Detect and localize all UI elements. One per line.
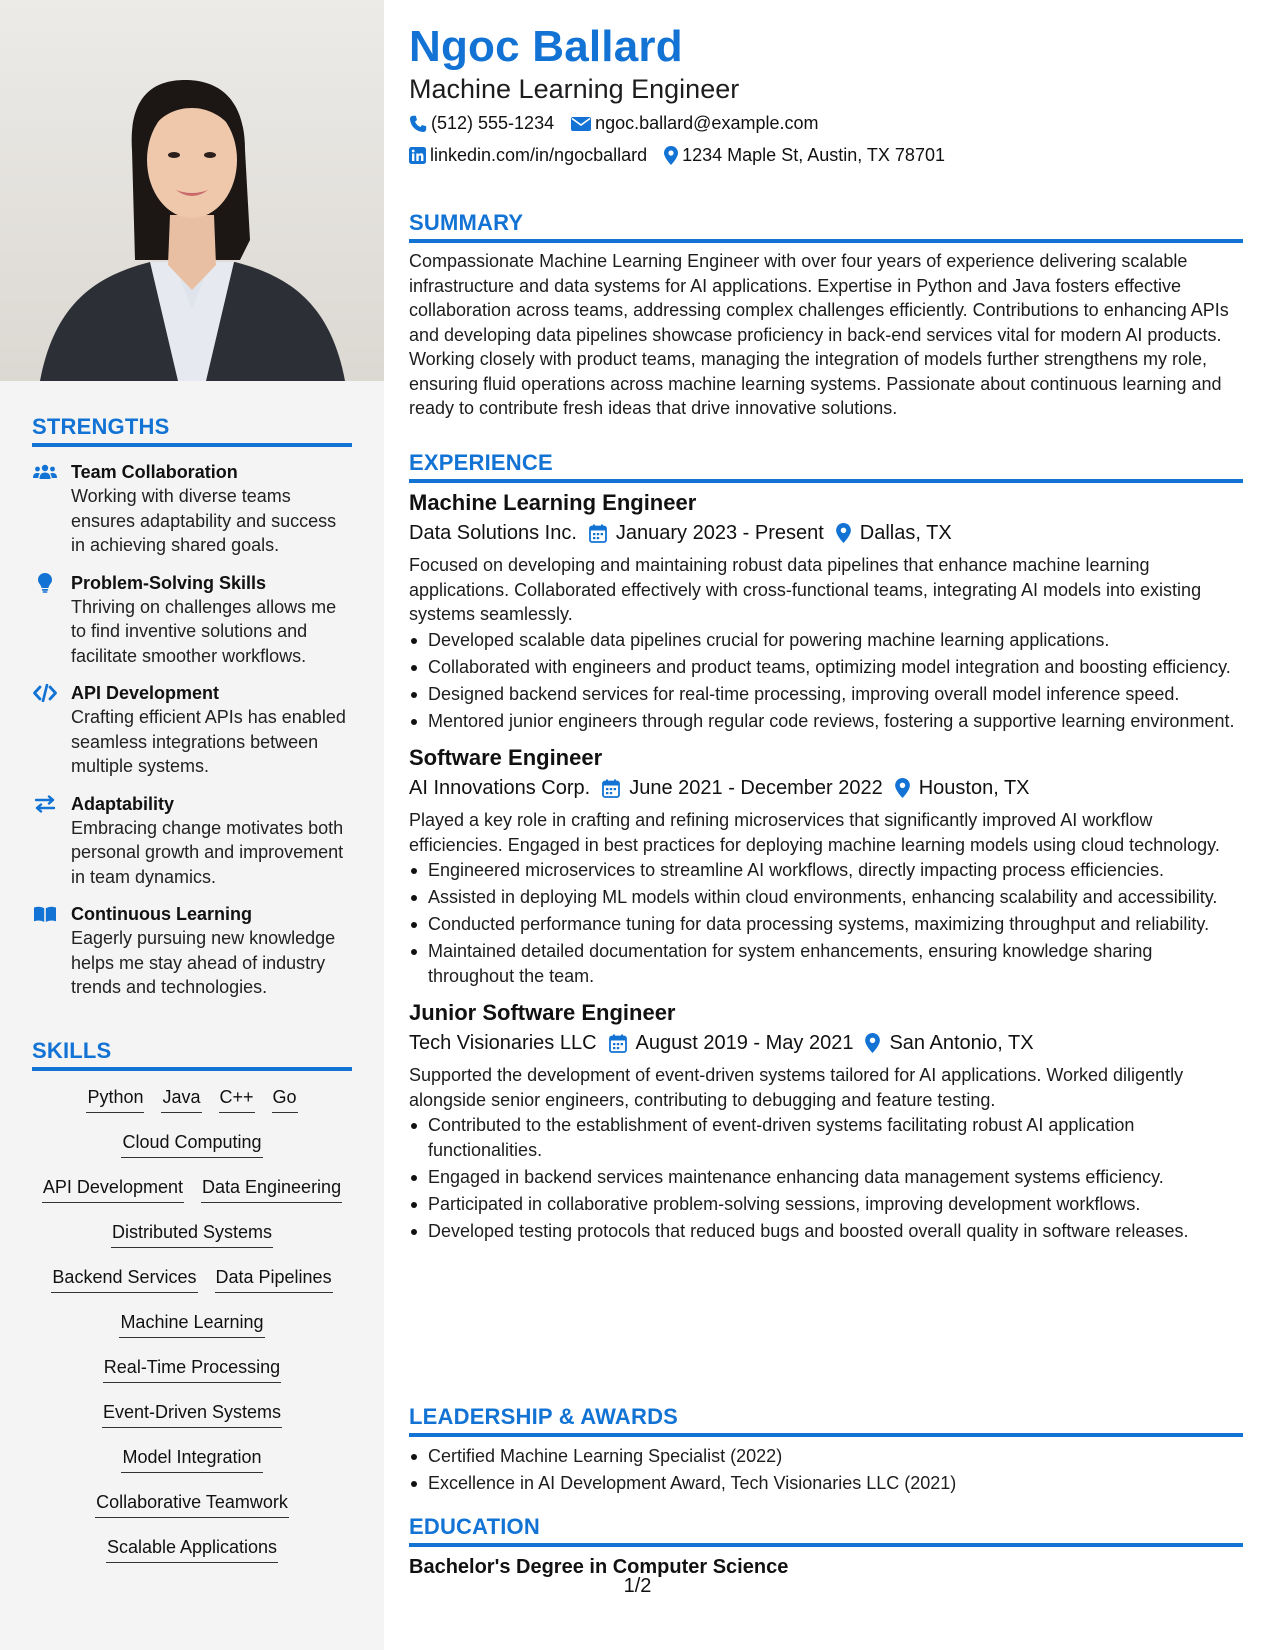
job-bullets: [409, 858, 1243, 988]
dates-text: June 2021 - December 2022: [629, 777, 883, 799]
contact-row: [409, 145, 962, 166]
strength-desc: Working with diverse teams ensures adaptability and success in achieving shared goals.: [71, 486, 337, 555]
strengths-title: STRENGTHS: [32, 414, 352, 447]
skill-row: [32, 1445, 352, 1490]
strength-item: [32, 571, 352, 669]
skill-tag: Go: [272, 1085, 298, 1113]
page-number: 1/2: [623, 1575, 652, 1597]
job-description: Focused on developing and maintaining robust data pipelines that enhance machine learning applications. Collaborated effectively with cross-functional teams, integrating AI models into existing systems seamlessly.: [409, 555, 1202, 624]
profile-photo: [0, 0, 384, 381]
linkedin-icon: [409, 147, 426, 164]
dates-text: August 2019 - May 2021: [635, 1032, 854, 1054]
summary-text: Compassionate Machine Learning Engineer with over four years of experience delivering scalable infrastructure and data systems for AI applications. Expertise in Python and Java fosters effective collaboration across teams, addressing complex challenges efficiently. Contributions to enhancing APIs and developing data pipelines showcase proficiency in back-end services vital for modern AI products. Working closely with product teams, managing the integration of models further strengthens my role, ensuring fluid operations across machine learning systems. Passionate about continuous learning and ready to contribute fresh ideas that drive innovative solutions.: [409, 251, 1229, 418]
degree-title: Bachelor's Degree in Computer Science: [409, 1556, 789, 1578]
list-item: Certified Machine Learning Specialist (2022): [409, 1444, 1243, 1469]
job-title: Junior Software Engineer: [409, 1000, 676, 1025]
skill-tag: C++: [219, 1085, 255, 1113]
skill-row: [32, 1400, 352, 1445]
skill-row: [32, 1535, 352, 1580]
strength-title: Problem-Solving Skills: [71, 572, 267, 593]
location-text: Dallas, TX: [859, 522, 952, 544]
skill-tag: Data Engineering: [201, 1175, 342, 1203]
sidebar: [0, 0, 384, 1650]
contact-row: [409, 113, 835, 134]
list-item: Conducted performance tuning for data processing systems, maximizing throughput and reliability.: [409, 912, 1243, 937]
strengths-section: [32, 414, 352, 1000]
list-item: Developed scalable data pipelines crucial for powering machine learning applications.: [409, 628, 1243, 653]
code-icon: [32, 683, 58, 703]
list-item: Maintained detailed documentation for system enhancements, ensuring knowledge sharing throughout the team.: [409, 939, 1243, 988]
list-item: Excellence in AI Development Award, Tech Visionaries LLC (2021): [409, 1471, 1243, 1496]
list-item: Contributed to the establishment of event-driven systems facilitating robust AI application functionalities.: [409, 1113, 1243, 1162]
envelope-icon: [571, 116, 591, 132]
experience-title: EXPERIENCE: [409, 450, 1243, 483]
job-entry: [409, 999, 1243, 1243]
skill-row: [32, 1220, 352, 1265]
company-name: Data Solutions Inc.: [409, 522, 577, 544]
job-bullets: [409, 628, 1243, 734]
lightbulb-icon: [32, 573, 58, 593]
summary-section: [409, 210, 1243, 421]
education-section: [409, 1514, 1243, 1579]
job-meta: [409, 519, 1243, 547]
skill-row: [32, 1355, 352, 1400]
job-meta: [409, 1029, 1243, 1057]
skill-tag: Scalable Applications: [106, 1535, 278, 1563]
company-name: AI Innovations Corp.: [409, 777, 591, 799]
job-title: Software Engineer: [409, 745, 603, 770]
dates-text: January 2023 - Present: [615, 522, 824, 544]
job-entry: [409, 489, 1243, 733]
skill-tag: Real-Time Processing: [103, 1355, 281, 1383]
awards-title: LEADERSHIP & AWARDS: [409, 1404, 1243, 1437]
job-dates: [609, 1029, 854, 1057]
skill-row: [32, 1265, 352, 1310]
map-pin-icon: [836, 523, 851, 543]
job-dates: [589, 519, 824, 547]
strength-item: [32, 681, 352, 779]
phone-text: (512) 555-1234: [431, 113, 555, 133]
linkedin-text: linkedin.com/in/ngocballard: [430, 145, 648, 165]
linkedin-contact[interactable]: [409, 145, 647, 166]
calendar-icon: [602, 779, 620, 798]
skill-tag: Cloud Computing: [121, 1130, 262, 1158]
skill-tag: Machine Learning: [119, 1310, 264, 1338]
location-text: Houston, TX: [918, 777, 1030, 799]
list-item: Developed testing protocols that reduced bugs and boosted overall quality in software releases.: [409, 1219, 1243, 1244]
job-company: [409, 519, 577, 547]
list-item: Participated in collaborative problem-solving sessions, improving development workflows.: [409, 1192, 1243, 1217]
candidate-role: Machine Learning Engineer: [409, 74, 740, 104]
skill-tag: Backend Services: [51, 1265, 197, 1293]
list-item: Mentored junior engineers through regular code reviews, fostering a supportive learning environment.: [409, 709, 1243, 734]
company-name: Tech Visionaries LLC: [409, 1032, 597, 1054]
skill-row: [32, 1310, 352, 1355]
strength-item: [32, 902, 352, 1000]
skill-tag: Collaborative Teamwork: [95, 1490, 289, 1518]
list-item: Engineered microservices to streamline AI workflows, directly impacting process efficiencies.: [409, 858, 1243, 883]
job-title: Machine Learning Engineer: [409, 490, 697, 515]
strength-title: Team Collaboration: [71, 462, 238, 482]
education-title: EDUCATION: [409, 1514, 1243, 1547]
skills-title: SKILLS: [32, 1038, 352, 1071]
skills-section: [32, 1038, 352, 1580]
awards-section: [409, 1404, 1243, 1498]
job-meta: [409, 774, 1243, 802]
strength-title: Continuous Learning: [71, 904, 252, 924]
skill-row: [32, 1085, 352, 1130]
experience-section: [409, 450, 1243, 1246]
awards-list: [409, 1444, 1243, 1496]
job-entry: [409, 744, 1243, 988]
job-bullets: [409, 1113, 1243, 1243]
job-location: [836, 519, 952, 547]
strength-title: Adaptability: [71, 793, 175, 814]
skill-tag: Java: [161, 1085, 201, 1113]
address-contact: [664, 145, 945, 166]
skill-tag: Event-Driven Systems: [102, 1400, 282, 1428]
address-text: 1234 Maple St, Austin, TX 78701: [682, 145, 945, 165]
users-icon: [32, 462, 58, 482]
list-item: Assisted in deploying ML models within cloud environments, enhancing scalability and accessibility.: [409, 885, 1243, 910]
skill-tag: Data Pipelines: [215, 1265, 333, 1293]
skill-tag: Distributed Systems: [111, 1220, 273, 1248]
job-description: Played a key role in crafting and refining microservices that significantly improved AI workflow efficiencies. Engaged in best practices for deploying machine learning models using cloud technology.: [409, 810, 1220, 855]
map-pin-icon: [664, 146, 678, 165]
skill-row: [32, 1175, 352, 1220]
calendar-icon: [589, 524, 607, 543]
skill-tag: Python: [86, 1085, 144, 1113]
email-text: ngoc.ballard@example.com: [595, 113, 819, 133]
summary-title: SUMMARY: [409, 210, 1243, 243]
arrows-exchange-icon: [32, 794, 58, 814]
skill-tag: API Development: [42, 1175, 184, 1203]
email-contact[interactable]: [571, 113, 818, 134]
map-pin-icon: [865, 1033, 880, 1053]
phone-contact[interactable]: [409, 113, 554, 134]
map-pin-icon: [895, 778, 910, 798]
job-description: Supported the development of event-driven systems tailored for AI applications. Worked diligently alongside senior engineers, contributing to debugging and feature testing.: [409, 1065, 1184, 1110]
strength-item: [32, 792, 352, 890]
job-dates: [602, 774, 883, 802]
strength-desc: Eagerly pursuing new knowledge helps me stay ahead of industry trends and technologies.: [71, 928, 336, 997]
skill-row: [32, 1130, 352, 1175]
skill-row: [32, 1490, 352, 1535]
candidate-name: Ngoc Ballard: [409, 22, 683, 71]
job-company: [409, 1029, 597, 1057]
book-open-icon: [32, 904, 58, 924]
list-item: Engaged in backend services maintenance enhancing data management systems efficiency.: [409, 1165, 1243, 1190]
strength-desc: Thriving on challenges allows me to find inventive solutions and facilitate smoother workflows.: [71, 596, 337, 666]
job-company: [409, 774, 590, 802]
job-location: [865, 1029, 1033, 1057]
list-item: Collaborated with engineers and product teams, optimizing model integration and boosting efficiency.: [409, 655, 1243, 680]
strength-item: [32, 460, 352, 558]
strength-desc: Crafting efficient APIs has enabled seamless integrations between multiple systems.: [71, 707, 346, 776]
job-location: [895, 774, 1030, 802]
strength-title: API Development: [71, 683, 220, 703]
skill-tag: Model Integration: [121, 1445, 262, 1473]
location-text: San Antonio, TX: [889, 1032, 1034, 1054]
calendar-icon: [609, 1034, 627, 1053]
phone-icon: [409, 115, 427, 133]
list-item: Designed backend services for real-time processing, improving overall model inference speed.: [409, 682, 1243, 707]
skills-list: [32, 1085, 352, 1580]
strength-desc: Embracing change motivates both personal growth and improvement in team dynamics.: [71, 817, 344, 887]
